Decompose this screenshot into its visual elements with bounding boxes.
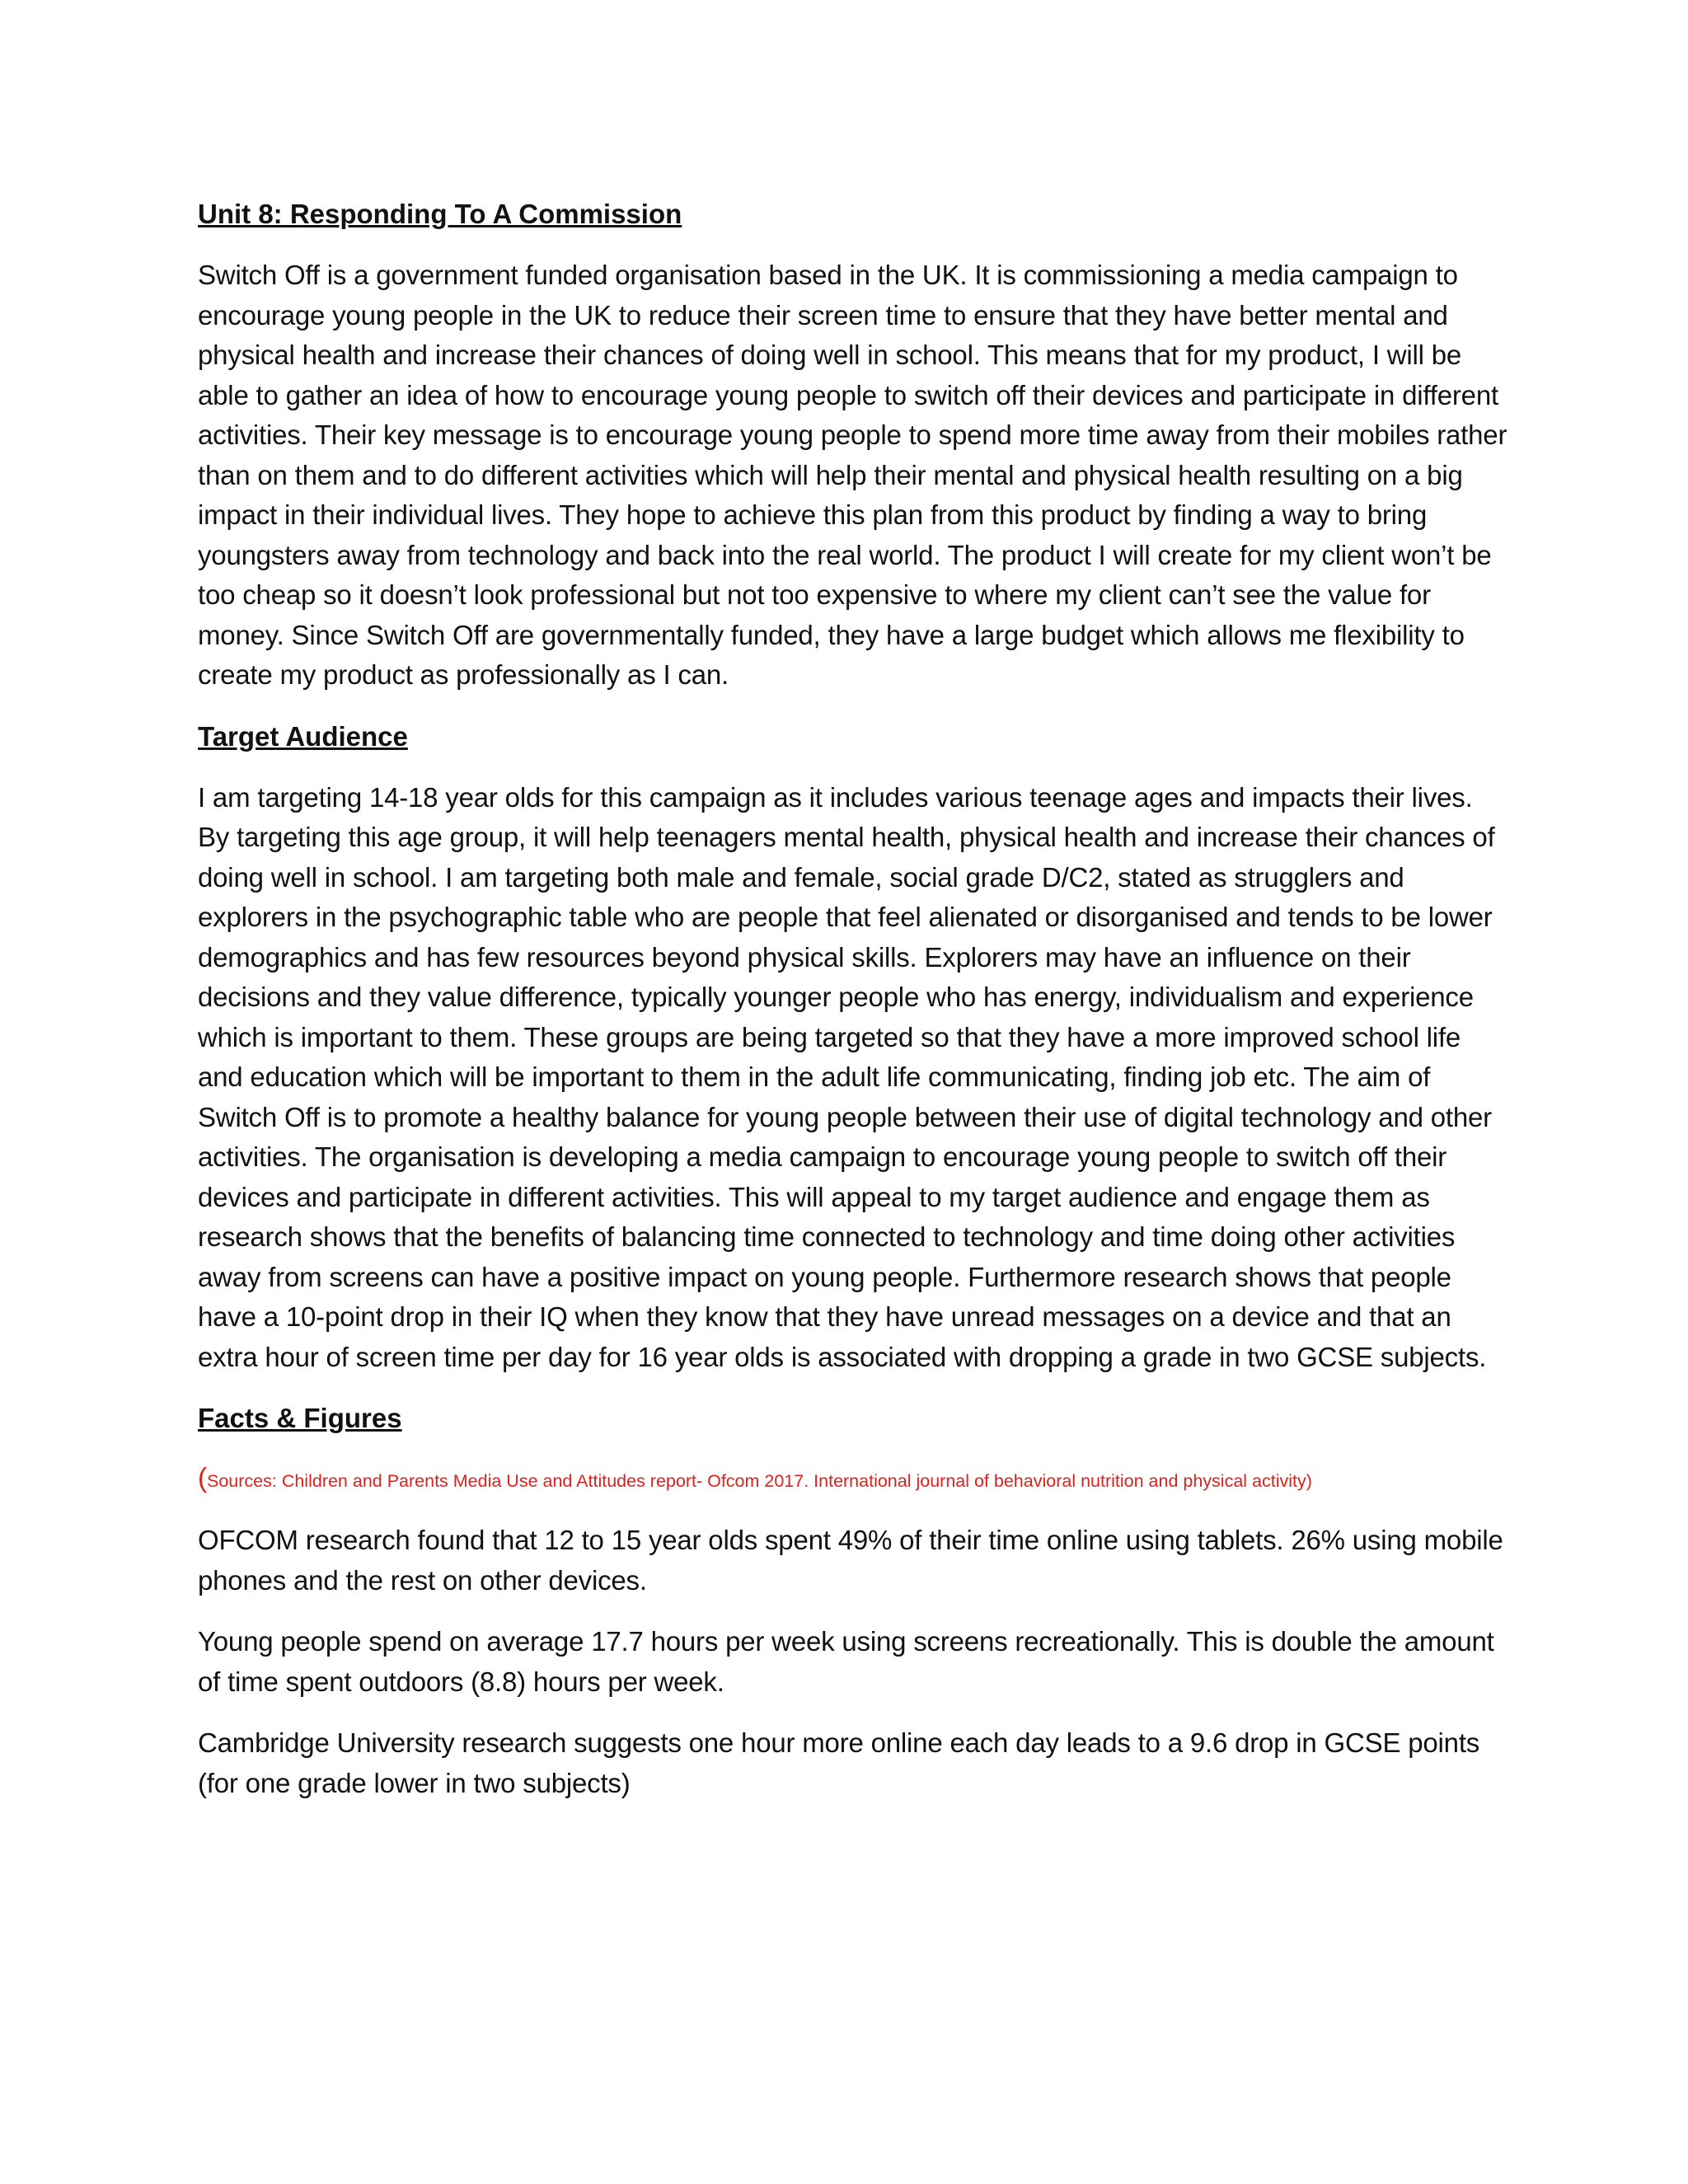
- fact-cambridge: Cambridge University research suggests one hour more online each day leads to a 9.6 drop in GCSE points (for one grade lower in two subjects): [198, 1727, 1480, 1798]
- fact-ofcom: OFCOM research found that 12 to 15 year olds spent 49% of their time online using tablets. 26% using mobile phones and the rest on other devices.: [198, 1525, 1503, 1596]
- document-page: [198, 194, 1508, 1825]
- heading-responding-to-commission: Unit 8: Responding To A Commission: [198, 199, 682, 229]
- sources-note: [198, 1460, 1508, 1499]
- target-audience-paragraph: I am targeting 14-18 year olds for this campaign as it includes various teenage ages and impacts their lives. By targeting this age group, it will help teenagers mental health, physical health and increase their chances of doing well in school. I am targeting both male and female, social grade D/C2, stated as strugglers and explorers in the psychographic table who are people that feel alienated or disorganised and tends to be lower demographics and has few resources beyond physical skills. Explorers may have an influence on their decisions and they value difference, typically younger people who has energy, individualism and experience which is important to them. These groups are being targeted so that they have a more improved school life and education which will be important to them in the adult life communicating, finding job etc. The aim of Switch Off is to promote a healthy balance for young people between their use of digital technology and other activities. The organisation is developing a media campaign to encourage young people to switch off their devices and participate in different activities. This will appeal to my target audience and engage them as research shows that the benefits of balancing time connected to technology and time doing other activities away from screens can have a positive impact on young people. Furthermore research shows that people have a 10-point drop in their IQ when they know that they have unread messages on a device and that an extra hour of screen time per day for 16 year olds is associated with dropping a grade in two GCSE subjects.: [198, 781, 1495, 1372]
- heading-facts-figures: Facts & Figures: [198, 1403, 402, 1433]
- heading-target-audience: Target Audience: [198, 720, 408, 752]
- commission-paragraph: Switch Off is a government funded organisation based in the UK. It is commissioning a media campaign to encourage young people in the UK to reduce their screen time to ensure that they have better mental and physical health and increase their chances of doing well in school. This means that for my product, I will be able to gather an idea of how to encourage young people to switch off their devices and participate in different activities. Their key message is to encourage young people to spend more time away from their mobiles rather than on them and to do different activities which will help their mental and physical health resulting on a big impact in their individual lives. They hope to achieve this plan from this product by finding a way to bring youngsters away from technology and back into the real world. The product I will create for my client won’t be too cheap so it doesn’t look professional but not too expensive to where my client can’t see the value for money. Since Switch Off are governmentally funded, they have a large budget which allows me flexibility to create my product as professionally as I can.: [198, 260, 1507, 690]
- fact-screen-hours: Young people spend on average 17.7 hours per week using screens recreationally. This is double the amount of time spent outdoors (8.8) hours per week.: [198, 1626, 1494, 1697]
- sources-open-paren: (: [198, 1462, 207, 1493]
- sources-text: Sources: Children and Parents Media Use and Attitudes report- Ofcom 2017. International journal of behavioral nutrition and physical activity): [207, 1471, 1312, 1491]
